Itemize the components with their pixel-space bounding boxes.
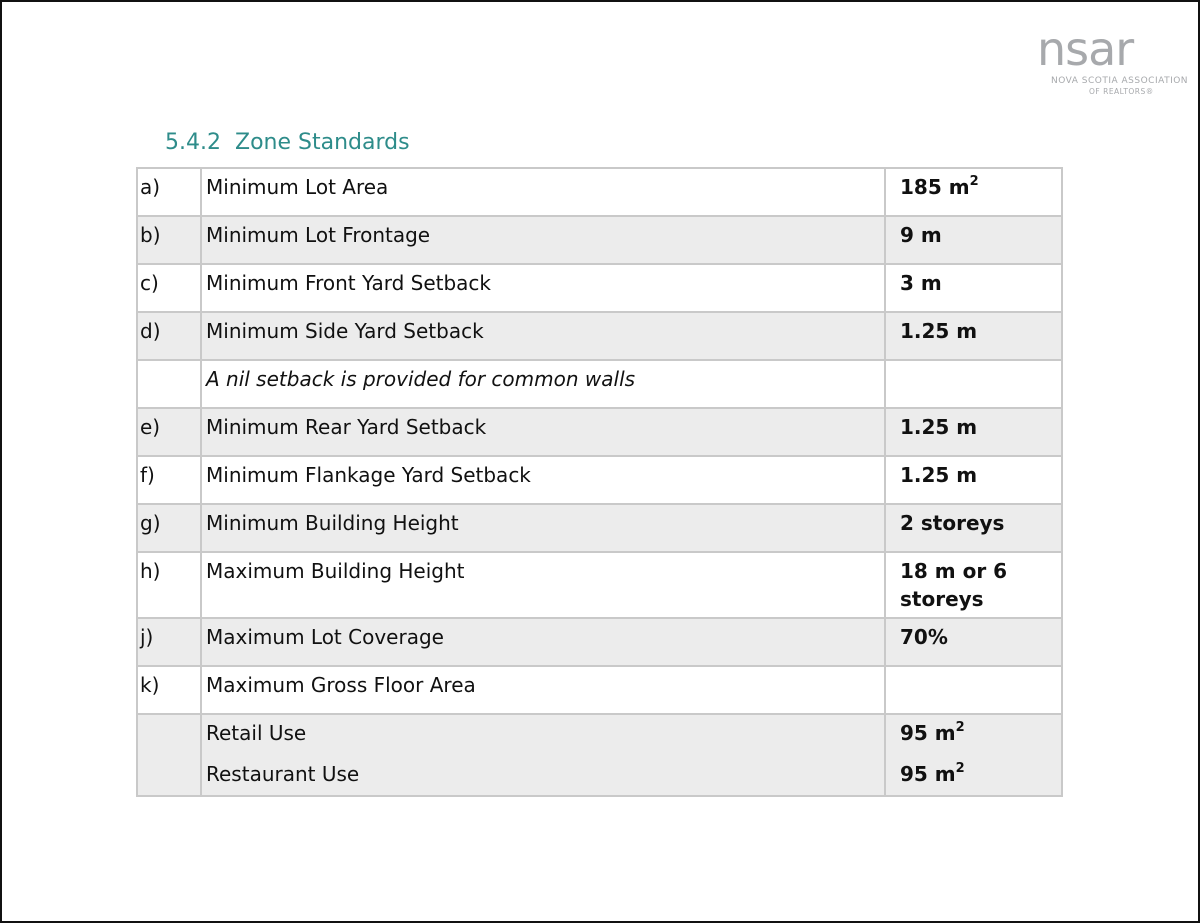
row-value: 18 m or 6 storeys — [885, 552, 1062, 618]
row-label: e) — [137, 408, 201, 456]
row-label: d) — [137, 312, 201, 360]
row-value: 9 m — [885, 216, 1062, 264]
row-label: c) — [137, 264, 201, 312]
row-value: 1.25 m — [885, 312, 1062, 360]
table-row — [137, 618, 1062, 666]
section-number: 5.4.2 — [165, 130, 221, 155]
row-description: Minimum Side Yard Setback — [201, 312, 885, 360]
row-value — [885, 666, 1062, 714]
row-description: Maximum Lot Coverage — [201, 618, 885, 666]
row-description: Minimum Front Yard Setback — [201, 264, 885, 312]
row-description — [201, 714, 885, 796]
sub-item-label: Restaurant Use — [206, 762, 360, 786]
nsar-logo — [1037, 24, 1189, 102]
logo-line-1: NOVA SCOTIA ASSOCIATION — [1051, 76, 1189, 86]
row-label: h) — [137, 552, 201, 618]
table-row — [137, 504, 1062, 552]
table-row — [137, 714, 1062, 796]
row-description: Maximum Building Height — [201, 552, 885, 618]
row-label: a) — [137, 168, 201, 216]
table-row — [137, 312, 1062, 360]
row-label — [137, 714, 201, 796]
row-value: 3 m — [885, 264, 1062, 312]
zone-standards-table — [136, 167, 1063, 797]
row-value — [885, 360, 1062, 408]
row-label: j) — [137, 618, 201, 666]
row-description: Minimum Lot Area — [201, 168, 885, 216]
sub-item-value: 95 $m^2$ — [900, 761, 965, 786]
row-value: 1.25 m — [885, 408, 1062, 456]
row-label: f) — [137, 456, 201, 504]
table-row — [137, 666, 1062, 714]
row-label: k) — [137, 666, 201, 714]
row-value — [885, 714, 1062, 796]
section-title: Zone Standards — [235, 130, 410, 155]
table-row — [137, 360, 1062, 408]
section-heading — [165, 130, 410, 155]
table-row — [137, 408, 1062, 456]
row-description: Minimum Flankage Yard Setback — [201, 456, 885, 504]
table-row — [137, 168, 1062, 216]
table-row — [137, 456, 1062, 504]
row-note: A nil setback is provided for common walls — [201, 360, 885, 408]
row-description: Minimum Rear Yard Setback — [201, 408, 885, 456]
row-value: 70% — [885, 618, 1062, 666]
row-value: 1.25 m — [885, 456, 1062, 504]
table-row — [137, 216, 1062, 264]
row-label — [137, 360, 201, 408]
logo-line-2: OF REALTORS® — [1089, 87, 1154, 96]
sub-item-value: 95 $m^2$ — [900, 720, 965, 745]
sub-item-label: Retail Use — [206, 721, 307, 745]
row-value: 185 $m^2$ — [885, 168, 1062, 216]
row-description: Minimum Lot Frontage — [201, 216, 885, 264]
row-label: b) — [137, 216, 201, 264]
table-row — [137, 264, 1062, 312]
row-value: 2 storeys — [885, 504, 1062, 552]
row-description: Minimum Building Height — [201, 504, 885, 552]
row-label: g) — [137, 504, 201, 552]
row-description: Maximum Gross Floor Area — [201, 666, 885, 714]
logo-brand: nsar — [1037, 22, 1134, 76]
table-row — [137, 552, 1062, 618]
